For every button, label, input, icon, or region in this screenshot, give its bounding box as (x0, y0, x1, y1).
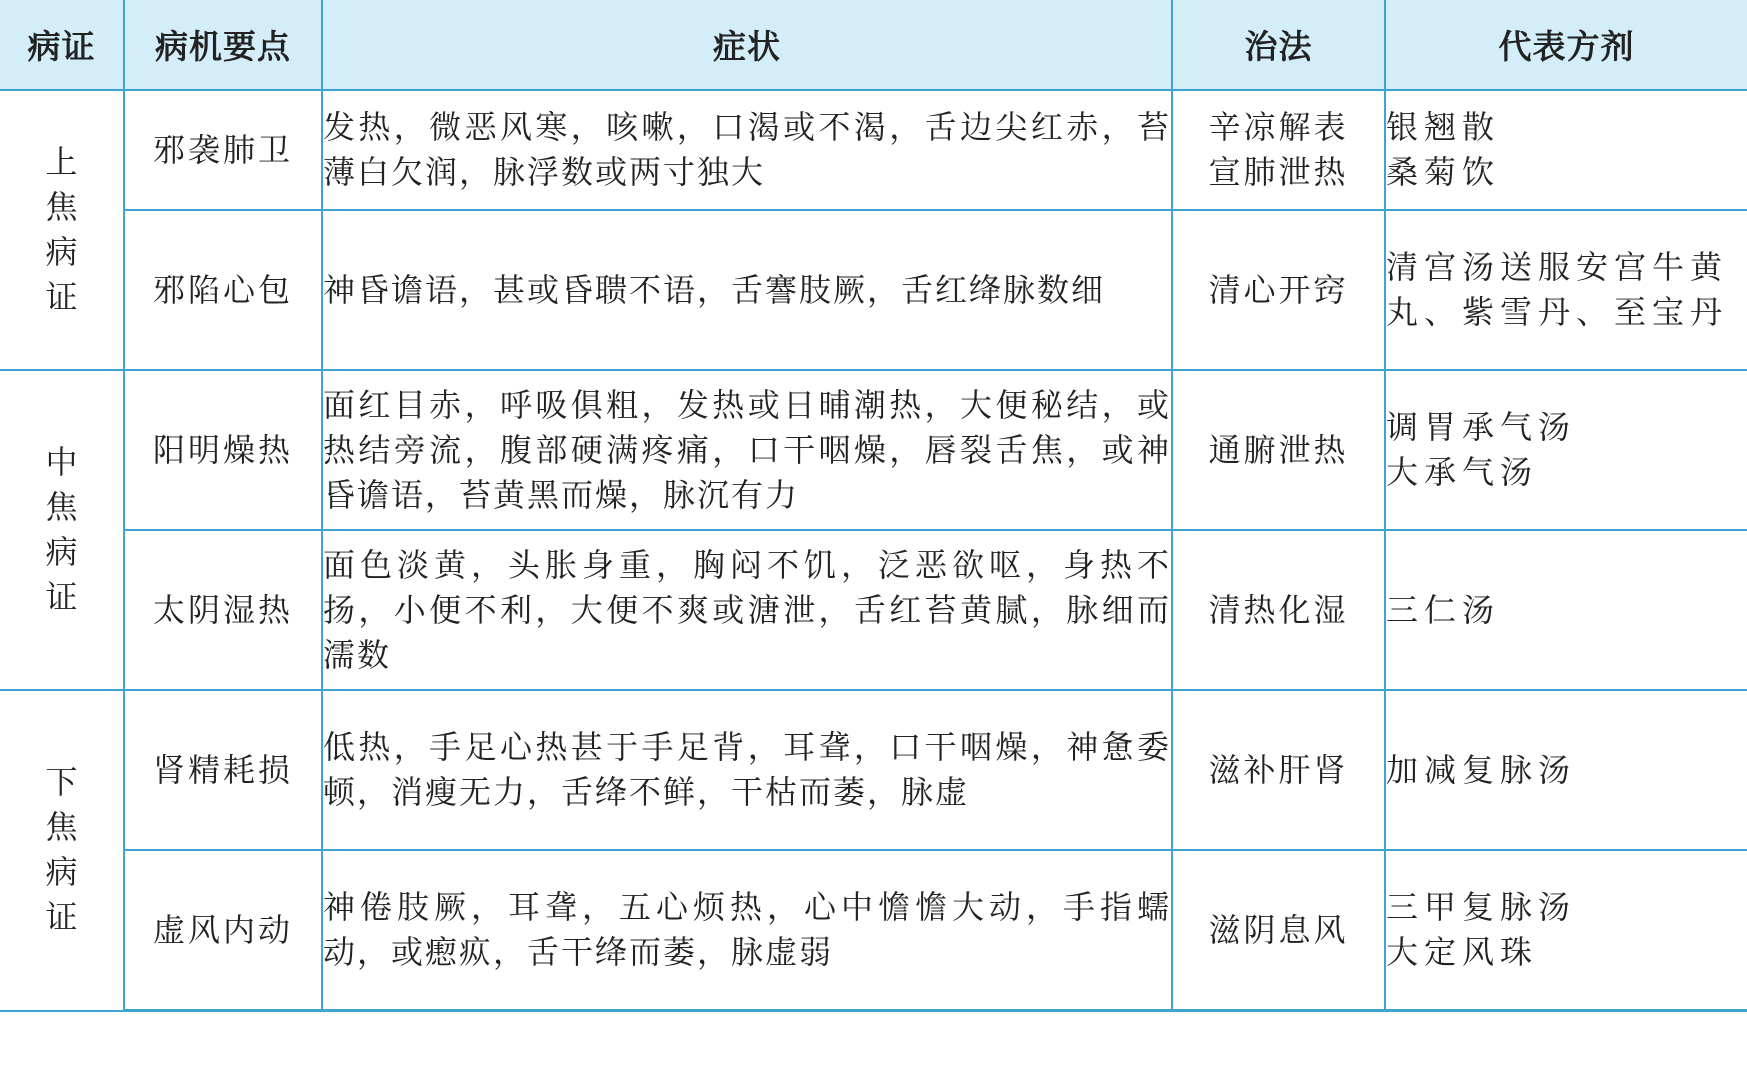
header-syndrome: 病证 (0, 0, 124, 90)
formula-cell: 调胃承气汤 大承气汤 (1385, 370, 1747, 530)
symptoms-cell: 神昏谵语，甚或昏聩不语，舌謇肢厥，舌红绛脉数细 (322, 210, 1172, 370)
symptoms-cell: 面色淡黄，头胀身重，胸闷不饥，泛恶欲呕，身热不扬，小便不利，大便不爽或溏泄，舌红苔黄腻，脉细而濡数 (322, 530, 1172, 690)
mechanism-cell: 阳明燥热 (124, 370, 322, 530)
table-row (0, 210, 1747, 370)
formula-cell: 三甲复脉汤 大定风珠 (1385, 850, 1747, 1011)
stage-cell-middle: 中焦病证 (0, 370, 124, 690)
table-row (0, 690, 1747, 850)
treatment-cell: 清热化湿 (1172, 530, 1385, 690)
mechanism-cell: 邪陷心包 (124, 210, 322, 370)
mechanism-cell: 邪袭肺卫 (124, 90, 322, 210)
table-row (0, 850, 1747, 1011)
table-row (0, 370, 1747, 530)
mechanism-cell: 虚风内动 (124, 850, 322, 1011)
formula-cell: 清宫汤送服安宫牛黄丸、紫雪丹、至宝丹 (1385, 210, 1747, 370)
treatment-cell: 滋补肝肾 (1172, 690, 1385, 850)
mechanism-cell: 肾精耗损 (124, 690, 322, 850)
formula-cell: 三仁汤 (1385, 530, 1747, 690)
symptoms-cell: 发热，微恶风寒，咳嗽，口渴或不渴，舌边尖红赤，苔薄白欠润，脉浮数或两寸独大 (322, 90, 1172, 210)
stage-cell-lower: 下焦病证 (0, 690, 124, 1011)
treatment-cell: 滋阴息风 (1172, 850, 1385, 1011)
formula-cell: 银翘散 桑菊饮 (1385, 90, 1747, 210)
table-row (0, 90, 1747, 210)
header-formula: 代表方剂 (1385, 0, 1747, 90)
header-symptoms: 症状 (322, 0, 1172, 90)
stage-cell-upper: 上焦病证 (0, 90, 124, 370)
header-treatment: 治法 (1172, 0, 1385, 90)
formula-cell: 加减复脉汤 (1385, 690, 1747, 850)
table-header-row (0, 0, 1747, 90)
treatment-cell: 通腑泄热 (1172, 370, 1385, 530)
mechanism-cell: 太阴湿热 (124, 530, 322, 690)
symptoms-cell: 神倦肢厥，耳聋，五心烦热，心中憺憺大动，手指蠕动，或瘛疭，舌干绛而萎，脉虚弱 (322, 850, 1172, 1011)
header-pathogenesis: 病机要点 (124, 0, 322, 90)
treatment-cell: 清心开窍 (1172, 210, 1385, 370)
symptoms-cell: 面红目赤，呼吸俱粗，发热或日晡潮热，大便秘结，或热结旁流，腹部硬满疼痛，口干咽燥，唇裂舌焦，或神昏谵语，苔黄黑而燥，脉沉有力 (322, 370, 1172, 530)
symptoms-cell: 低热，手足心热甚于手足背，耳聋，口干咽燥，神惫委顿，消瘦无力，舌绛不鲜，干枯而萎，脉虚 (322, 690, 1172, 850)
treatment-cell: 辛凉解表 宣肺泄热 (1172, 90, 1385, 210)
table-row (0, 530, 1747, 690)
